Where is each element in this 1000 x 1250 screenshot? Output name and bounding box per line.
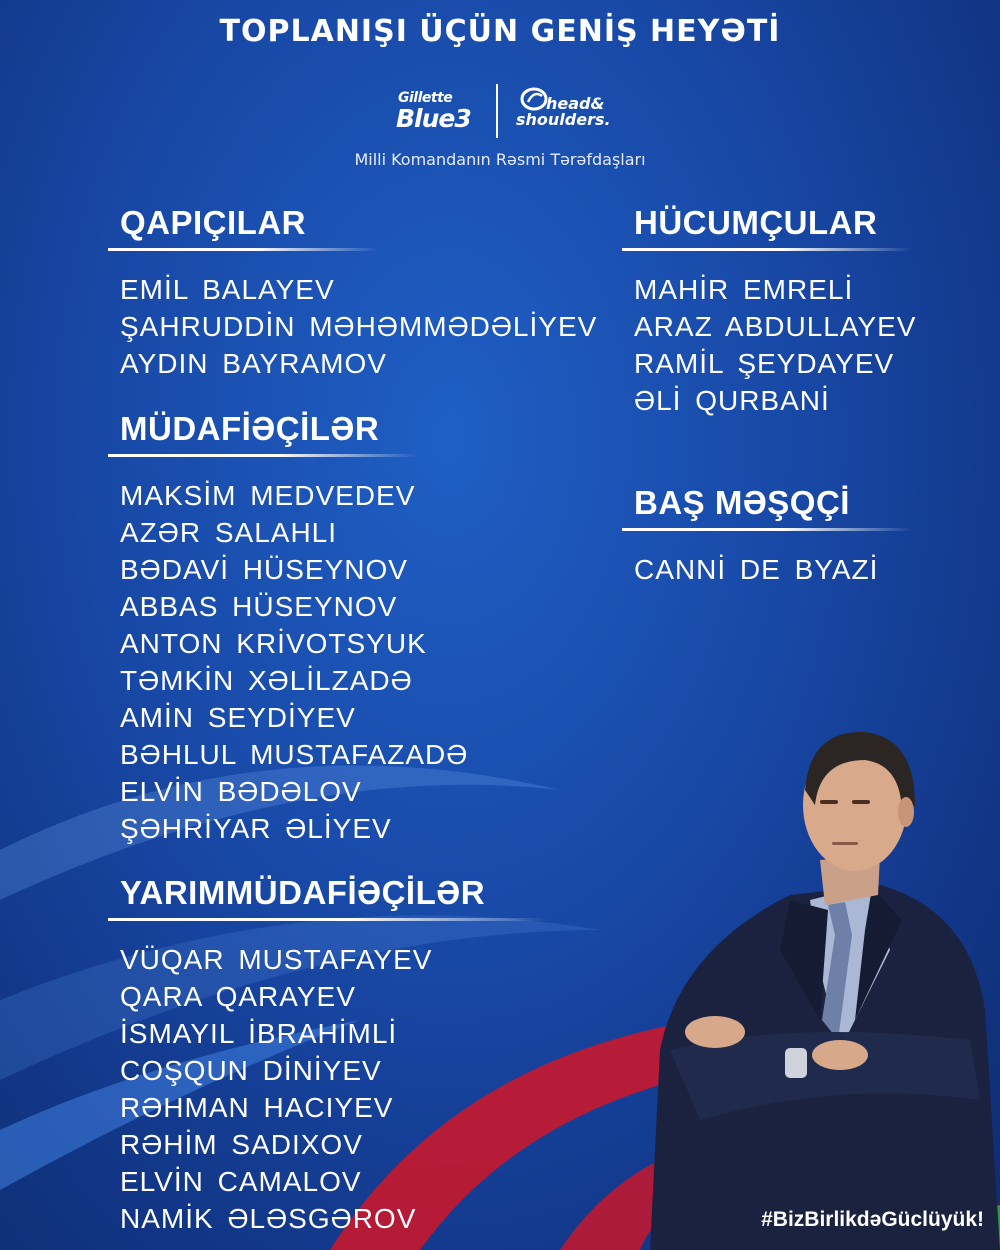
gillette-model-text: Blue3 (396, 104, 471, 133)
player-name: ƏLİ QURBANİ (634, 385, 830, 416)
player-list (622, 271, 917, 419)
head-and-shoulders-logo (516, 82, 626, 138)
player-name: ARAZ ABDULLAYEV (634, 311, 917, 342)
head-coach-section (622, 485, 912, 588)
section-heading-midfielders: YARIMMÜDAFİƏÇİLƏR (120, 874, 486, 911)
hashtag: #BizBirlikdəGüclüyük! (761, 1208, 984, 1231)
player-name: MAHİR EMRELİ (634, 274, 854, 305)
section-heading-defenders: MÜDAFİƏÇİLƏR (120, 410, 380, 447)
sponsor-logos (390, 82, 630, 142)
heading-underline (622, 528, 912, 531)
heading-underline (622, 248, 912, 251)
player-list (108, 941, 548, 1237)
player-name: COŞQUN DİNİYEV (120, 1055, 382, 1086)
coach-photo (640, 720, 1000, 1250)
player-name: QARA QARAYEV (120, 981, 356, 1012)
player-name: ELVİN BƏDƏLOV (120, 776, 362, 807)
coach-hand-left (685, 1016, 745, 1048)
player-name: ELVİN CAMALOV (120, 1166, 362, 1197)
midfielders-section (108, 875, 548, 1237)
player-name: ANTON KRİVOTSYUK (120, 628, 427, 659)
player-name: TƏMKİN XƏLİLZADƏ (120, 665, 413, 696)
player-list (108, 477, 469, 847)
player-name: BƏDAVİ HÜSEYNOV (120, 554, 408, 585)
section-heading-forwards: HÜCUMÇULAR (634, 204, 878, 241)
player-name: ŞAHRUDDİN MƏHƏMMƏDƏLİYEV (120, 311, 598, 342)
player-name: RAMİL ŞEYDAYEV (634, 348, 895, 379)
player-name: AYDIN BAYRAMOV (120, 348, 387, 379)
goalkeepers-section (108, 204, 598, 382)
coach-watch (785, 1048, 807, 1078)
coach-eye-right (852, 800, 870, 804)
hs-text-line1: head& (546, 94, 605, 113)
player-name: MAKSİM MEDVEDEV (120, 480, 416, 511)
player-name: NAMİK ƏLƏSGƏROV (120, 1203, 417, 1234)
page-title: TOPLANIŞI ÜÇÜN GENİŞ HEYƏTİ (219, 14, 781, 49)
player-name: RƏHMAN HACIYEV (120, 1092, 394, 1123)
hs-text-line2: shoulders. (516, 110, 611, 129)
coach-name: CANNİ DE BYAZİ (634, 554, 879, 585)
player-name: İSMAYIL İBRAHİMLİ (120, 1018, 398, 1049)
player-list (108, 271, 598, 382)
player-name: AZƏR SALAHLI (120, 517, 338, 548)
section-heading-goalkeepers: QAPIÇILAR (120, 204, 306, 241)
coach-eye-left (820, 800, 838, 804)
coach-list (622, 551, 912, 588)
heading-underline (108, 918, 548, 921)
partners-caption: Milli Komandanın Rəsmi Tərəfdaşları (354, 150, 646, 169)
player-name: ABBAS HÜSEYNOV (120, 591, 398, 622)
player-name: RƏHİM SADIXOV (120, 1129, 363, 1160)
player-name: VÜQAR MUSTAFAYEV (120, 944, 433, 975)
player-name: ŞƏHRİYAR ƏLİYEV (120, 813, 392, 844)
coach-ear (898, 797, 914, 827)
defenders-section (108, 410, 469, 847)
logo-divider (496, 84, 498, 138)
player-name: BƏHLUL MUSTAFAZADƏ (120, 739, 469, 770)
heading-underline (108, 248, 378, 251)
section-heading-head-coach: BAŞ MƏŞQÇİ (634, 484, 850, 521)
forwards-section (622, 204, 917, 419)
heading-underline (108, 454, 418, 457)
player-name: AMİN SEYDİYEV (120, 702, 356, 733)
gillette-brand-text: Gillette (398, 90, 453, 106)
player-name: EMİL BALAYEV (120, 274, 335, 305)
gillette-blue3-logo (394, 86, 482, 132)
coach-hand-right (812, 1040, 868, 1070)
coach-mouth (832, 842, 858, 845)
